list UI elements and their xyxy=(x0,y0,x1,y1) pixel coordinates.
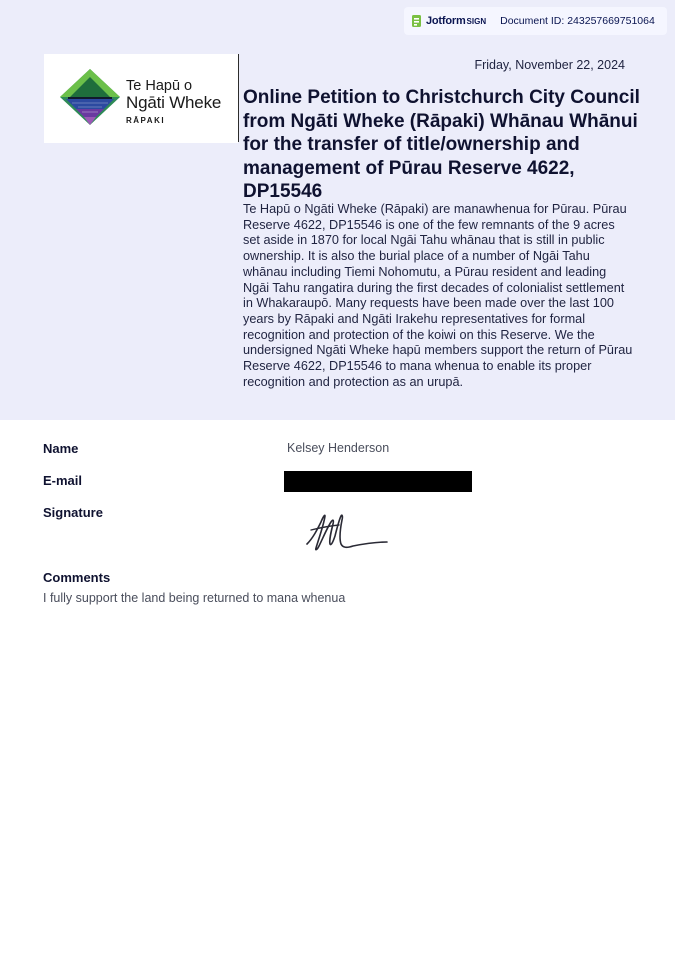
organization-logo xyxy=(44,54,238,143)
comments-label: Comments xyxy=(43,570,111,585)
document-id: Document ID: 243257669751064 xyxy=(500,15,655,27)
jotform-sign-suffix: SIGN xyxy=(466,17,487,26)
logo-text-line2: Ngāti Wheke xyxy=(126,93,222,112)
jotform-sign-badge xyxy=(404,7,667,35)
signature-label: Signature xyxy=(43,505,103,520)
logo-divider xyxy=(238,54,239,142)
name-value: Kelsey Henderson xyxy=(287,441,390,455)
jotform-wordmark: Jotform xyxy=(426,15,466,27)
email-label: E-mail xyxy=(43,473,83,488)
email-redacted xyxy=(284,471,472,492)
logo-text-line3: RĀPAKI xyxy=(126,116,166,125)
signature-image xyxy=(303,508,391,554)
comments-value: I fully support the land being returned to mana whenua xyxy=(43,591,346,605)
document-date: Friday, November 22, 2024 xyxy=(474,58,625,72)
diamond-logo-icon xyxy=(58,67,122,127)
petition-title: Online Petition to Christchurch City Council from Ngāti Wheke (Rāpaki) Whānau Whānui for the transfer of title/ownership and management of Pūrau Reserve 4622, DP15546 xyxy=(243,87,640,202)
name-label: Name xyxy=(43,441,79,456)
jotform-logo xyxy=(411,14,486,28)
jotform-icon xyxy=(411,14,423,28)
logo-text-line1: Te Hapū o xyxy=(126,78,193,94)
petition-description: Te Hapū o Ngāti Wheke (Rāpaki) are manawhenua for Pūrau. Pūrau Reserve 4622, DP15546 is one of the few remnants of the 9 acres set aside in 1870 for local Ngāi Tahu whānau that is still in public ownership. It is also the burial place of a number of Ngāi Tahu whānau including Tiemi Nohomutu, a Pūrau resident and leading Ngāi Tahu rangatira during the first decades of colonialist settlement in Whakaraupō. Many requests have been made over the last 100 years by Rāpaki and Ngāti Irakehu representatives for formal recognition and protection of the koiwi on this Reserve. We the undersigned Ngāti Wheke hapū members support the return of Pūrau Reserve 4622, DP15546 to mana whenua to enable its proper recognition and protection as an urupā. xyxy=(243,202,633,389)
